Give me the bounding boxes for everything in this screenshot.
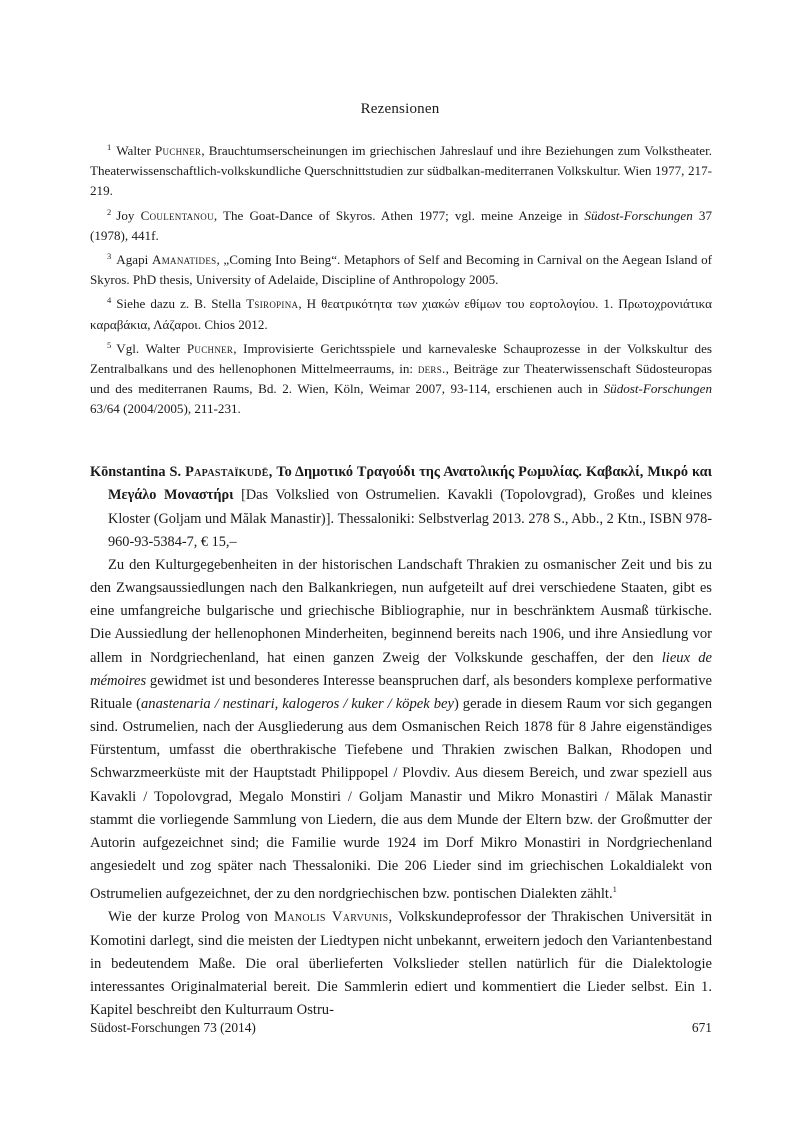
- paragraph-text: gewidmet ist und besonderes Interesse beanspruchen darf, als besonders komplexe performative Rituale (: [90, 672, 712, 712]
- review-book-title: , Το Δημοτικό Τραγούδι της Ανατολικής Ρωμυλίας. Καβακλί, Μικρό και Μεγάλο Μοναστήρι: [108, 464, 712, 504]
- footnote-author-surname: Puchner: [186, 340, 234, 356]
- footnote: [90, 335, 712, 420]
- footnote-text: , „Coming Into Being“. Metaphors of Self and Becoming in Carnival on the Aegean Island of Skyros. PhD thesis, University of Adelaide, Discipline of Anthropology 2005.: [90, 252, 713, 288]
- review-heading: [90, 461, 712, 554]
- footnote-author-surname: Tsiropina: [246, 296, 299, 312]
- footnote-reference[interactable]: 1: [612, 884, 617, 895]
- footnote-journal-title: Südost-Forschungen: [584, 207, 693, 223]
- footnote-author-first: Joy: [116, 207, 135, 223]
- footnote-author-surname: Puchner: [154, 143, 202, 158]
- body-paragraph: [90, 906, 712, 1022]
- review-book-details: [Das Volkslied von Ostrumelien. Kavakli (Topolovgrad), Großes und kleines Kloster (Goljam und Mălak Manastir)]. Thessaloniki: Selbstverlag 2013. 278 S., Abb., 2 Ktn., ISBN 978-960-93-5384-7, € 15,–: [108, 487, 713, 550]
- running-head: Rezensionen: [360, 101, 440, 117]
- footnote: [90, 202, 712, 246]
- page-number: 671: [691, 1020, 712, 1035]
- review-author-surname: Papastaïkudē: [185, 464, 269, 480]
- paragraph-text: Wie der kurze Prolog von: [108, 909, 275, 926]
- paragraph-text: , Volkskundeprofessor der Thrakischen Universität in Komotini darlegt, sind die meisten der Liedtypen nicht unbekannt, erweitern jedoch den Variantenbestand in bedeutendem Maße. Die oral überlieferten Volkslieder stellen natürlich für die Dialektologie interessantes Originalmaterial bereit. Die Sammlerin ediert und kommentiert die Lieder selbst. Ein 1. Kapitel beschreibt den Kulturraum Ostru-: [90, 909, 713, 1018]
- footnote-author-first: Agapi: [116, 252, 149, 268]
- italic-term: anastenaria / nestinari, kalogeros / kuker / köpek bey: [141, 695, 454, 712]
- footnote-number: 2: [107, 206, 112, 217]
- person-name: Manolis Varvunis: [274, 909, 389, 926]
- footnote: [90, 290, 712, 334]
- body-paragraph: [90, 554, 712, 906]
- footnote-author-surname: Coulentanou: [140, 207, 214, 223]
- footnote-text: , Improvisierte Gerichtsspiele und karnevaleske Schauprozesse in der Volkskultur des Zentralbalkans und des hellenophonen Mittelmeerraums, in:: [90, 340, 712, 377]
- footnote-text: , The Goat-Dance of Skyros. Athen 1977; vgl. meine Anzeige in: [213, 207, 585, 223]
- footnote-number: 1: [107, 142, 112, 152]
- footnotes: [90, 137, 712, 420]
- footnote-author-first: Walter: [116, 143, 151, 158]
- footnote-text: 37 (1978), 441f.: [90, 207, 712, 243]
- footnote-text: , Brauchtumserscheinungen im griechischen Jahreslauf und ihre Beziehungen zum Volkstheater. Theaterwissenschaftlich-volkskundliche Querschnittstudien zur südbalkan-mediterranen Volkskultur. Wien 1977, 217-219.: [90, 143, 712, 199]
- journal-citation: Südost-Forschungen 73 (2014): [90, 1020, 256, 1035]
- footnote-text: , Η θεατρικότητα των χιακών εθίμων του εορτολογίου. 1. Πρωτοχρονιάτικα καραβάκια, Λάζαροι. Chios 2012.: [90, 296, 712, 332]
- footnote-author-surname: Amanatides: [151, 252, 217, 268]
- paragraph-text: ) gerade in diesem Raum vor sich gegangen sind. Ostrumelien, nach der Ausgliederung aus dem Osmanischen Reich 1878 für 8 Jahre eigenständiges Fürstentum, umfasst die oberthrakische Tiefebene und Thrakien zwischen Balkan, Rhodopen und Schwarzmeerküste mit der Hauptstadt Philippopel / Plovdiv. Aus diesem Bereich, und zwar speziell aus Kavakli / Topolovgrad, Megalo Monstiri / Goljam Manastir und Mikro Monastiri / Mălak Manastir stammt die vorliegende Sammlung von Liedern, die aus dem Munde der Eltern bzw. der Großmutter der Autorin aufgezeichnet sind; die Familie wurde 1924 im Dorf Mikro Monastiri in Nordgriechenland angesiedelt und zog später nach Thessaloniki. Die 206 Lieder sind im griechischen Lokaldialekt von Ostrumelien aufgezeichnet, der zu den nordgriechischen bzw. pontischen Dialekten zählt.: [90, 695, 712, 903]
- footnote-text: Siehe dazu z. B. Stella: [116, 296, 247, 312]
- footnote-number: 5: [107, 339, 112, 350]
- italic-term: lieux de mémoires: [90, 649, 712, 689]
- footnote-number: 3: [107, 251, 112, 262]
- footnote: [90, 137, 712, 202]
- footnote-number: 4: [107, 295, 112, 306]
- footnote-journal-title: Südost-Forschungen: [603, 381, 712, 397]
- review-author-first: Kōnstantina S.: [90, 464, 182, 480]
- footnote: [90, 246, 712, 290]
- footnote-text: , Beiträge zur Theaterwissenschaft Südosteuropas und des mediterranen Raums, Bd. 2. Wien, Köln, Weimar 2007, 93-114, erschienen auch in: [90, 361, 712, 397]
- footnote-ders: ders.: [417, 361, 446, 377]
- footnote-text: Vgl. Walter: [116, 340, 187, 356]
- review-citation: [90, 461, 712, 554]
- footnote-text: 63/64 (2004/2005), 211-231.: [90, 401, 241, 417]
- paragraph-text: Zu den Kulturgegebenheiten in der historischen Landschaft Thrakien zu osmanischer Zeit und bis zu den Zwangsaussiedlungen nach den Balkankriegen, nun aufgeteilt auf drei verschiedene Staaten, gibt es eine umfangreiche bulgarische und griechische Bibliographie, nur in beschränktem Ausmaß türkische. Die Aussiedlung der hellenophonen Minderheiten, beginnend bereits nach 1906, und ihre Ansiedlung vor allem in Nordgriechenland, hat einen ganzen Zweig der Volkskunde geschaffen, der den: [90, 557, 712, 666]
- review-body: [90, 554, 712, 1022]
